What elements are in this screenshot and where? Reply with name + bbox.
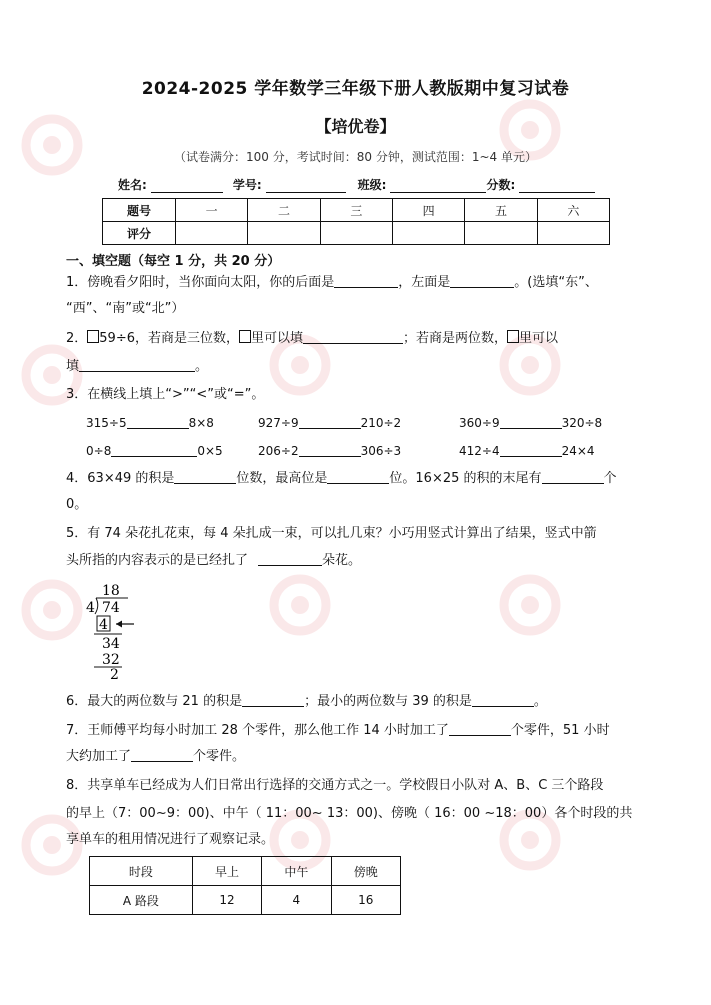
comparison-right: 210÷2: [360, 416, 402, 430]
q6-text: ；最小的两位数与 39 的积是: [304, 694, 472, 709]
score-field[interactable]: [486, 176, 595, 193]
division-step: 34: [102, 636, 120, 652]
score-column-header: 四: [392, 199, 464, 222]
table-cell: 12: [192, 886, 261, 915]
q1-text: 。(选填“东”、: [514, 275, 598, 290]
comparison-right: 8×8: [188, 416, 214, 430]
answer-blank[interactable]: [299, 442, 361, 457]
watermark-logo-icon: [26, 584, 78, 636]
table-header-cell: 时段: [90, 857, 193, 886]
student-id-label: 学号:: [232, 178, 262, 192]
answer-blank[interactable]: [449, 721, 511, 736]
q1-text: 1．傍晚看夕阳时，当你面向太阳，你的后面是: [66, 275, 335, 290]
answer-blank[interactable]: [450, 273, 514, 288]
question-number-header: 题号: [103, 199, 176, 222]
question-1: [66, 273, 598, 293]
answer-blank[interactable]: [542, 469, 604, 484]
q7-text: 7．王师傅平均每小时加工 28 个零件，那么他工作 14 小时加工了: [66, 723, 449, 738]
exam-info: （试卷满分：100 分，考试时间：80 分钟，测试范围：1~4 单元）: [174, 150, 537, 164]
table-header-cell: 中午: [262, 857, 331, 886]
question-5-continued: [66, 551, 361, 571]
table-row: [103, 222, 610, 245]
score-input-line[interactable]: [519, 179, 595, 193]
question-8-continued: 享单车的租用情况进行了观察记录。: [66, 832, 275, 847]
score-column-header: 六: [537, 199, 609, 222]
question-7: [66, 721, 610, 741]
comparison-left: 206÷2: [258, 444, 299, 458]
table-cell: 16: [331, 886, 400, 915]
empty-box-icon: [87, 330, 99, 343]
q1-text: ，左面是: [398, 275, 451, 290]
division-step: 32: [102, 652, 120, 668]
answer-blank[interactable]: [79, 357, 195, 372]
answer-blank[interactable]: [111, 442, 197, 457]
watermark-logo-icon: [504, 579, 556, 631]
answer-blank[interactable]: [127, 414, 189, 429]
q4-text: 个: [603, 471, 617, 486]
arrow-head: [116, 621, 122, 628]
score-column-header: 三: [320, 199, 392, 222]
table-header-cell: 傍晚: [331, 857, 400, 886]
score-cell[interactable]: [176, 222, 248, 245]
question-1-continued: “西”、“南”或“北”）: [66, 301, 185, 316]
answer-blank[interactable]: [500, 414, 562, 429]
q2-text: 里可以填: [251, 331, 304, 346]
comparison-right: 24×4: [561, 444, 595, 458]
table-cell: A 路段: [90, 886, 193, 915]
answer-blank[interactable]: [327, 469, 389, 484]
table-row: [90, 886, 401, 915]
score-column-header: 一: [176, 199, 248, 222]
q6-text: 6．最大的两位数与 21 的积是: [66, 694, 243, 709]
long-division-diagram: [82, 580, 152, 682]
answer-blank[interactable]: [131, 747, 193, 762]
question-3: 3．在横线上填上“>”“<”或“=”。: [66, 387, 265, 402]
score-column-header: 五: [465, 199, 537, 222]
answer-blank[interactable]: [242, 692, 304, 707]
student-info-row: [118, 176, 618, 193]
q4-text: 位数，最高位是: [236, 471, 328, 486]
empty-box-icon: [239, 330, 251, 343]
division-divisor: 4: [86, 600, 95, 616]
question-5: 5．有 74 朵花扎花束，每 4 朵扎成一束，可以扎几束？小巧用竖式计算出了结果，竖式中箭: [66, 526, 597, 541]
comparison-item: [459, 442, 595, 458]
question-2: [66, 329, 558, 349]
table-row: [90, 857, 401, 886]
watermark-logo-icon: [274, 579, 326, 631]
page-title: 2024-2025 学年数学三年级下册人教版期中复习试卷: [141, 79, 570, 99]
student-id-field[interactable]: [233, 176, 358, 193]
q2-text: 。: [195, 359, 209, 374]
class-input-line[interactable]: [390, 179, 486, 193]
question-4-continued: 0。: [66, 497, 88, 512]
answer-blank[interactable]: [500, 442, 562, 457]
comparison-item: [86, 414, 214, 430]
question-7-continued: [66, 747, 245, 767]
q2-text: 里可以: [519, 331, 559, 346]
question-2-continued: [66, 357, 208, 377]
comparison-right: 306÷3: [360, 444, 402, 458]
score-cell[interactable]: [537, 222, 609, 245]
division-bracket: [95, 598, 98, 614]
class-field[interactable]: [358, 176, 487, 193]
q7-text: 个零件，51 小时: [510, 723, 610, 738]
comparison-left: 412÷4: [459, 444, 500, 458]
table-header-cell: 早上: [192, 857, 261, 886]
page-subtitle: 【培优卷】: [315, 117, 396, 136]
bike-rental-table: [89, 856, 401, 915]
name-field[interactable]: [118, 176, 233, 193]
answer-blank[interactable]: [174, 469, 236, 484]
answer-blank[interactable]: [303, 329, 403, 344]
name-label: 姓名:: [118, 178, 147, 192]
q2-text: ；若商是两位数，: [403, 331, 508, 346]
class-label: 班级:: [357, 178, 387, 192]
q6-text: 。: [533, 694, 547, 709]
score-label: 分数:: [486, 178, 516, 192]
score-cell[interactable]: [248, 222, 320, 245]
division-remainder: 2: [110, 667, 119, 682]
q4-text: 4．63×49 的积是: [66, 471, 175, 486]
division-step: 4: [99, 617, 108, 633]
division-quotient: 18: [102, 583, 120, 599]
comparison-item: [86, 442, 223, 458]
score-cell[interactable]: [320, 222, 392, 245]
empty-box-icon: [507, 330, 519, 343]
score-row-header: 评分: [103, 222, 176, 245]
answer-blank[interactable]: [334, 273, 398, 288]
comparison-left: 360÷9: [459, 416, 500, 430]
question-6: [66, 692, 547, 712]
name-input-line[interactable]: [151, 179, 223, 193]
comparison-item: [258, 414, 401, 430]
q2-text: 2．: [66, 331, 88, 346]
q7-text: 大约加工了: [66, 749, 132, 764]
comparison-item: [258, 442, 401, 458]
q2-text: 59÷6，若商是三位数，: [99, 331, 239, 346]
table-cell: 4: [262, 886, 331, 915]
comparison-left: 315÷5: [86, 416, 127, 430]
q4-text: 位。16×25 的积的末尾有: [389, 471, 542, 486]
score-table: [102, 198, 610, 245]
comparison-left: 0÷8: [86, 444, 112, 458]
answer-blank[interactable]: [299, 414, 361, 429]
division-dividend: 74: [102, 600, 120, 616]
student-id-input-line[interactable]: [266, 179, 346, 193]
table-row: [103, 199, 610, 222]
question-4: [66, 469, 617, 489]
question-8: 8．共享单车已经成为人们日常出行选择的交通方式之一。学校假日小队对 A、B、C 三个路段: [66, 778, 604, 793]
score-cell[interactable]: [392, 222, 464, 245]
q2-text: 填: [66, 359, 80, 374]
score-column-header: 二: [248, 199, 320, 222]
comparison-item: [459, 414, 602, 430]
question-8-continued: 的早上（7：00~9：00)、中午（ 11：00~ 13：00)、傍晚（ 16：00 ~18：00）各个时段的共: [66, 806, 633, 821]
comparison-left: 927÷9: [258, 416, 299, 430]
score-cell[interactable]: [465, 222, 537, 245]
section-title: 一、填空题（每空 1 分，共 20 分）: [66, 254, 281, 269]
q5-text: 头所指的内容表示的是已经扎了: [66, 553, 249, 568]
q7-text: 个零件。: [193, 749, 246, 764]
answer-blank[interactable]: [258, 551, 322, 566]
comparison-right: 320÷8: [561, 416, 603, 430]
answer-blank[interactable]: [472, 692, 534, 707]
q5-text: 朵花。: [322, 553, 362, 568]
comparison-right: 0×5: [197, 444, 223, 458]
